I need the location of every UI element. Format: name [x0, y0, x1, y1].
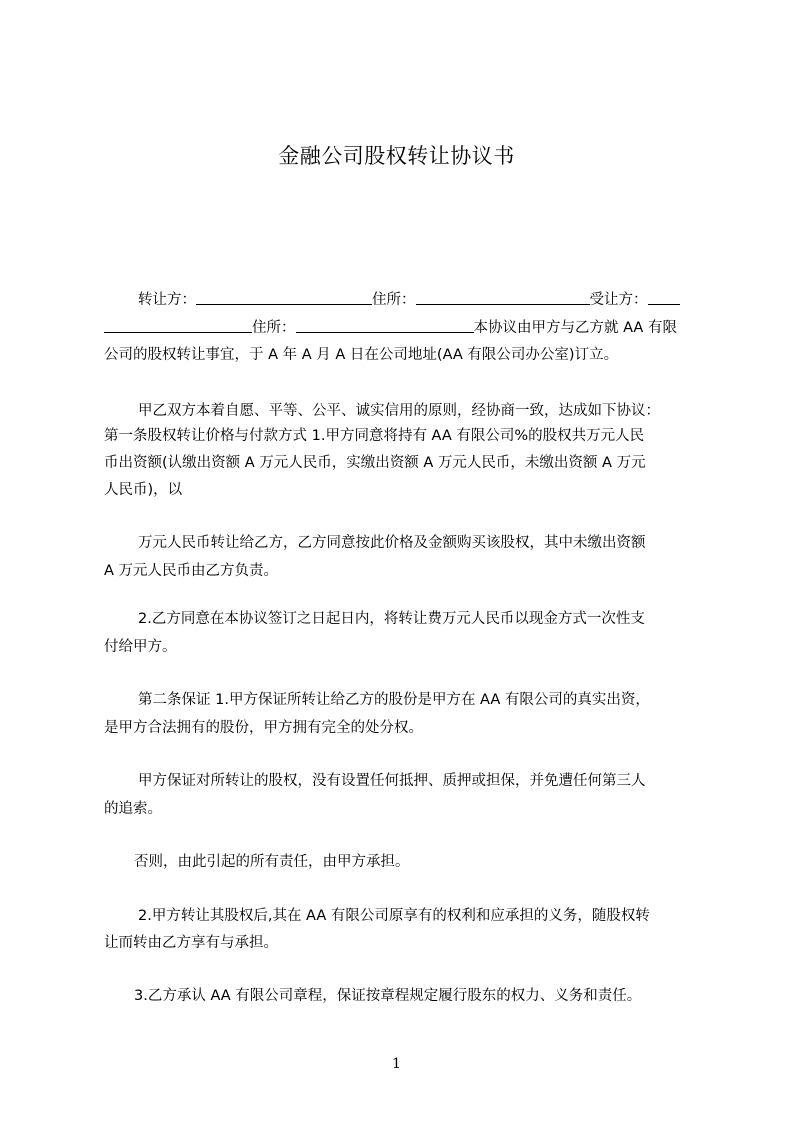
paragraph-line: 第一条股权转让价格与付款方式 1.甲方同意将持有 AA 有限公司%的股权共万元人民 — [104, 428, 645, 444]
parties-line-2 — [104, 318, 704, 338]
address-label-2: 住所： — [252, 320, 296, 336]
parties-line-1 — [138, 290, 704, 310]
paragraph-line: 否则，由此引起的所有责任，由甲方承担。 — [134, 854, 410, 870]
paragraph-line: 让而转由乙方享有与承担。 — [104, 935, 278, 951]
address-label-1: 住所： — [372, 292, 416, 308]
transferor-label: 转让方： — [138, 292, 196, 308]
address-blank-2 — [296, 318, 474, 333]
paragraph-line: 第二条保证 1.甲方保证所转让给乙方的股份是甲方在 AA 有限公司的真实出资， — [138, 692, 650, 708]
paragraph-line: 万元人民币转让给乙方，乙方同意按此价格及金额购买该股权，其中未缴出资额 — [138, 535, 646, 551]
paragraph-line: 人民币)，以 — [104, 482, 183, 498]
transferee-blank — [104, 318, 252, 333]
transferee-blank-start — [648, 290, 680, 305]
paragraph-line: 的追索。 — [104, 801, 162, 817]
parties-line-3: 公司的股权转让事宜，于 A 年 A 月 A 日在公司地址(AA 有限公司办公室)订立。 — [104, 347, 619, 363]
address-blank-1 — [416, 290, 590, 305]
transferor-blank — [196, 290, 372, 305]
transferee-label: 受让方： — [589, 292, 648, 308]
paragraph-line: 2.乙方同意在本协议签订之日起日内，将转让费万元人民币以现金方式一次性支 — [138, 611, 645, 627]
page-number: 1 — [392, 1056, 401, 1072]
paragraph-line: 是甲方合法拥有的股份，甲方拥有完全的处分权。 — [104, 720, 423, 736]
paragraph-line: 2.甲方转让其股权后,其在 AA 有限公司原享有的权利和应承担的义务，随股权转 — [138, 908, 650, 924]
document-title: 金融公司股权转让协议书 — [278, 144, 515, 168]
paragraph-line: A 万元人民币由乙方负责。 — [104, 563, 279, 579]
paragraph-line: 甲方保证对所转让的股权，没有设置任何抵押、质押或担保，并免遭任何第三人 — [138, 773, 646, 789]
intro-tail: 本协议由甲方与乙方就 AA 有限 — [473, 320, 677, 336]
paragraph-line: 3.乙方承认 AA 有限公司章程，保证按章程规定履行股东的权力、义务和责任。 — [134, 988, 642, 1004]
paragraph-line: 甲乙双方本着自愿、平等、公平、诚实信用的原则，经协商一致，达成如下协议： — [138, 403, 660, 419]
paragraph-line: 币出资额(认缴出资额 A 万元人民币，实缴出资额 A 万元人民币，未缴出资额 A 万元 — [104, 455, 646, 471]
paragraph-line: 付给甲方。 — [104, 639, 177, 655]
